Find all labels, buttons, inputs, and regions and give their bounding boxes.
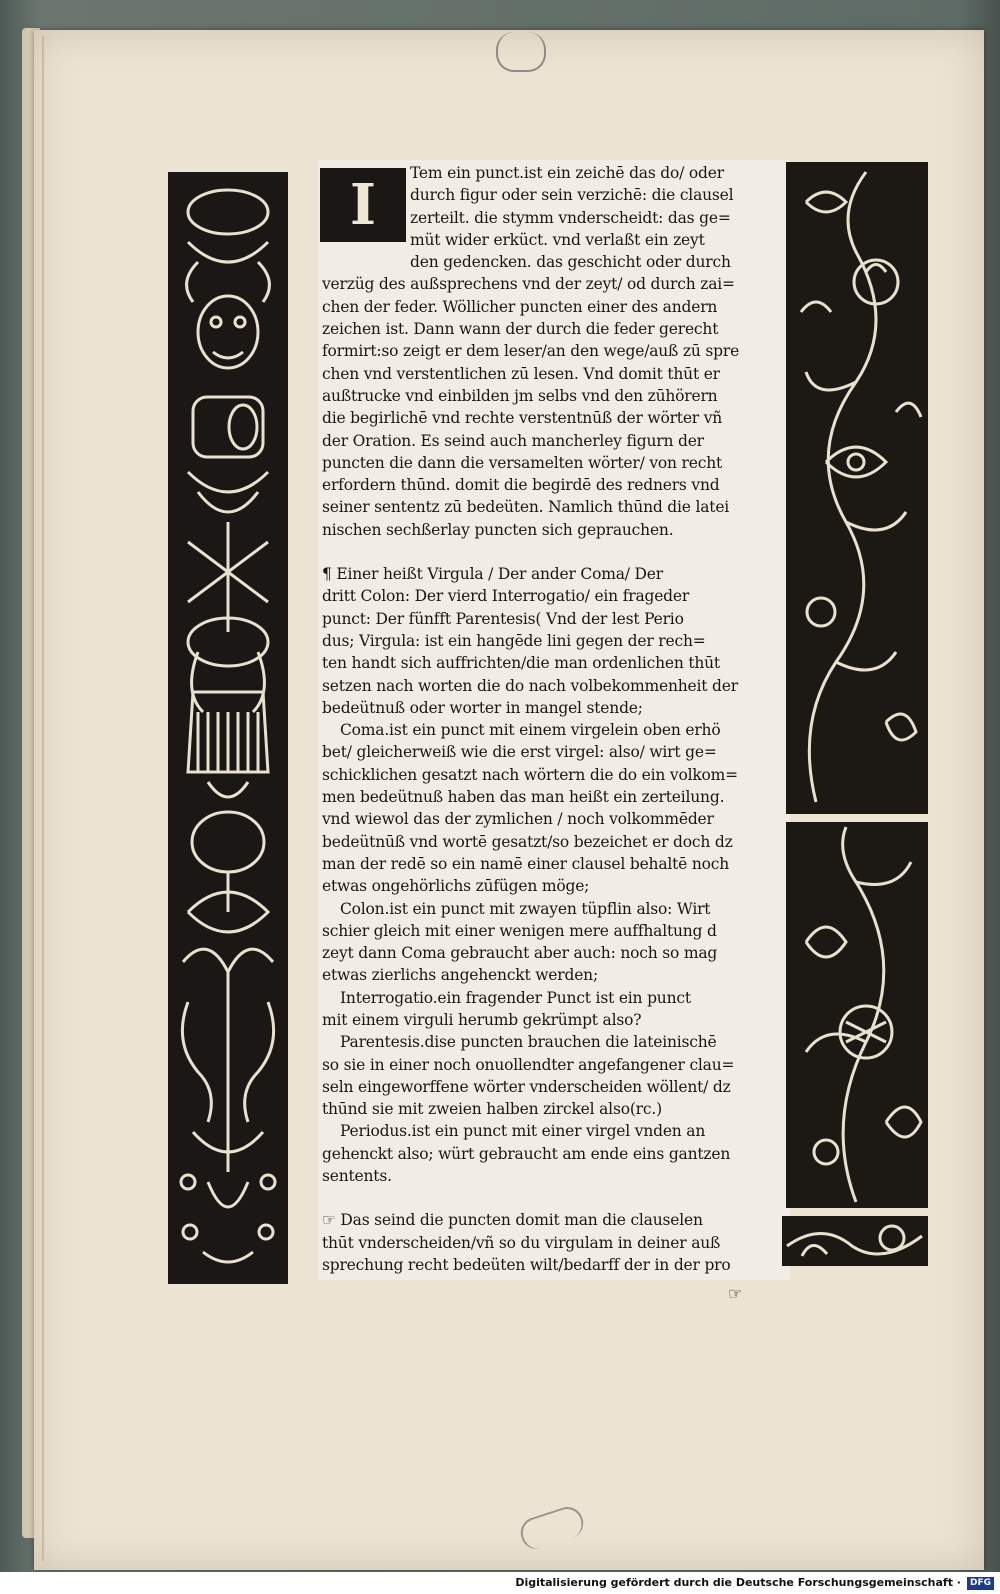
text-line: schier gleich mit einer wenigen mere auffhaltung d bbox=[322, 921, 717, 940]
text-line: seln eingeworffene wörter vnderscheiden wöllent/ dz bbox=[322, 1077, 731, 1096]
floral-vine-icon bbox=[786, 162, 928, 814]
text-line: gehenckt also; würt gebraucht am ende eins gantzen bbox=[322, 1144, 731, 1163]
text-line: den gedencken. das geschicht oder durch bbox=[410, 253, 731, 272]
body-text bbox=[322, 162, 792, 1276]
text-line: setzen nach worten die do nach volbekommenheit der bbox=[322, 676, 738, 695]
text-line: die begirlichē vnd rechte verstentnūß der wörter vñ bbox=[322, 409, 723, 428]
text-line: etwas ongehörlichs zūfügen möge; bbox=[322, 877, 590, 896]
text-line: nischen sechßerlay puncten sich geprauchen. bbox=[322, 520, 674, 539]
footer-text: Digitalisierung gefördert durch die Deutsche Forschungsgemeinschaft · bbox=[515, 1576, 961, 1589]
text-line: zerteilt. die stymm vnderscheidt: das ge= bbox=[410, 208, 731, 227]
text-line: erfordern thūnd. domit die begirdē des redners vnd bbox=[322, 476, 720, 495]
text-line: müt wider erküct. vnd verlaßt ein zeyt bbox=[410, 230, 705, 249]
text-line: ten handt sich auffrichten/die man ordenlichen thūt bbox=[322, 654, 720, 673]
grotesque-ornament-icon bbox=[168, 172, 288, 1284]
text-line: seiner sententz zū bedeüten. Namlich thūnd die latei bbox=[322, 498, 730, 517]
text-line: thūnd sie mit zweien halben zirckel also(rc.) bbox=[322, 1100, 662, 1119]
text-line: Parentesis.dise puncten brauchen die lateinischē bbox=[340, 1033, 717, 1052]
text-line: men bedeütnuß haben das man heißt ein zerteilung. bbox=[322, 788, 725, 807]
text-line: dritt Colon: Der vierd Interrogatio/ ein frageder bbox=[322, 587, 690, 606]
text-line: Colon.ist ein punct mit zwayen tüpflin also: Wirt bbox=[340, 899, 711, 918]
text-line: der Oration. Es seind auch mancherley figurn der bbox=[322, 431, 704, 450]
text-line: sentents. bbox=[322, 1167, 392, 1186]
text-line: dus; Virgula: ist ein hangēde lini gegen der rech= bbox=[322, 631, 706, 650]
text-line: chen der feder. Wöllicher puncten einer des andern bbox=[322, 297, 718, 316]
right-floral-border-bottom bbox=[786, 822, 928, 1208]
catchword-hand-icon: ☞ bbox=[728, 1284, 743, 1303]
text-line: etwas zierlichs angehenckt werden; bbox=[322, 966, 598, 985]
thistle-vine-icon bbox=[786, 822, 928, 1208]
text-line: Interrogatio.ein fragender Punct ist ein punct bbox=[340, 988, 691, 1007]
text-line: verzüg des außsprechens vnd der zeyt/ od durch zai= bbox=[322, 275, 735, 294]
text-line: Tem ein punct.ist ein zeichē das do/ oder bbox=[410, 164, 724, 182]
text-line: Coma.ist ein punct mit einem virgelein oben erhö bbox=[340, 721, 721, 740]
page-fold-line bbox=[42, 36, 44, 1561]
leaf-scroll-icon bbox=[782, 1216, 928, 1266]
text-line: bedeütnuß oder worter in mangel stende; bbox=[322, 698, 643, 717]
text-line: formirt:so zeigt er dem leser/an den wege/auß zū spre bbox=[322, 342, 740, 361]
text-line: chen vnd verstentlichen zū lesen. Vnd domit thūt er bbox=[322, 364, 720, 383]
text-line: thūt vnderscheiden/vñ so du virgulam in deiner auß bbox=[322, 1233, 721, 1252]
paragraph-gap bbox=[322, 541, 792, 563]
dfg-logo: DFG bbox=[967, 1577, 994, 1590]
text-line: ¶ Einer heißt Virgula / Der ander Coma/ Der bbox=[322, 565, 663, 584]
text-line: Periodus.ist ein punct mit einer virgel vnden an bbox=[340, 1122, 706, 1141]
text-line: sprechung recht bedeüten wilt/bedarff der in der pro bbox=[322, 1255, 731, 1274]
text-line: ☞ Das seind die puncten domit man die clauselen bbox=[322, 1211, 703, 1230]
text-line: mit einem virguli herumb gekrümpt also? bbox=[322, 1010, 642, 1029]
text-line: man der redē so ein namē einer clausel behaltē noch bbox=[322, 854, 730, 873]
right-floral-border-top bbox=[786, 162, 928, 814]
text-line: so sie in einer noch onuollendter angefangener clau= bbox=[322, 1055, 735, 1074]
right-floral-border-tail bbox=[782, 1216, 928, 1266]
initial-letter: I bbox=[349, 172, 377, 238]
text-line: bedeütnūß vnd wortē gesatzt/so bezeichet er doch dz bbox=[322, 832, 733, 851]
text-line: schicklichen gesatzt nach wörtern die do ein volkom= bbox=[322, 765, 738, 784]
footer-credit bbox=[0, 1572, 1000, 1594]
text-line: außtrucke vnd einbilden jm selbs vnd den zūhörern bbox=[322, 386, 718, 405]
text-line: zeichen ist. Dann wann der durch die feder gerecht bbox=[322, 320, 719, 339]
text-line: punct: Der fünfft Parentesis( Vnd der lest Perio bbox=[322, 609, 684, 628]
text-line: durch figur oder sein verzichē: die clausel bbox=[410, 186, 734, 205]
text-line: bet/ gleicherweiß wie die erst virgel: also/ wirt ge= bbox=[322, 743, 717, 762]
text-line: zeyt dann Coma gebraucht aber auch: noch so mag bbox=[322, 944, 718, 963]
paragraph-gap bbox=[322, 1187, 792, 1209]
text-line: puncten die dann die versamelten wörter/ von recht bbox=[322, 453, 723, 472]
paper-clip-top bbox=[496, 32, 546, 72]
left-ornament-border bbox=[168, 172, 288, 1284]
text-line: vnd wiewol das der zymlichen / noch volkommēder bbox=[322, 810, 714, 829]
